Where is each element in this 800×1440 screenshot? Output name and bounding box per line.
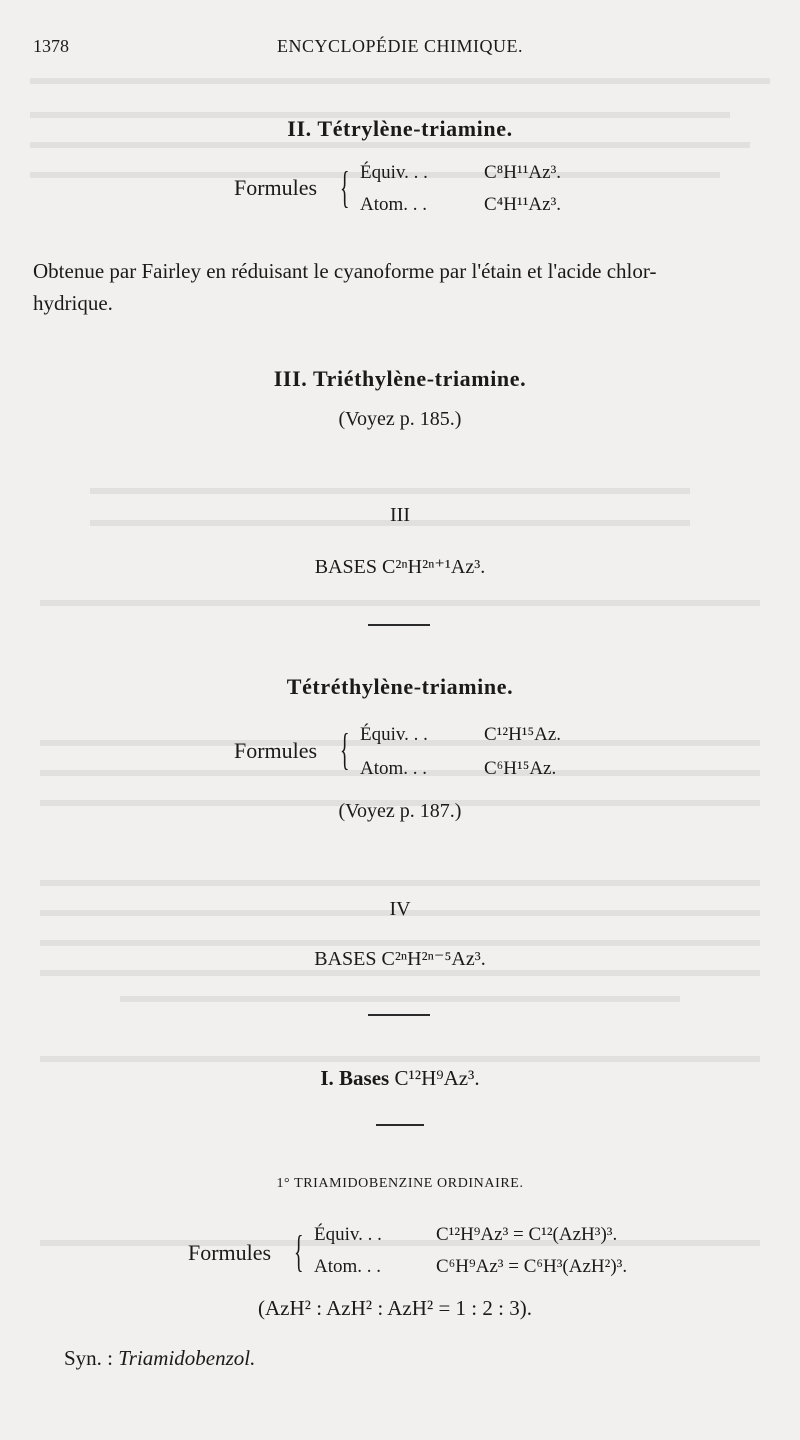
divider: [376, 1124, 424, 1126]
heading-bold-part: I. Bases: [320, 1066, 390, 1090]
atom-label: Atom. . .: [360, 194, 428, 215]
equiv-formula: C¹²H¹⁵Az.: [484, 724, 562, 745]
synonym-line: [64, 1346, 255, 1371]
bases-formula-iii: BASES C²ⁿH²ⁿ⁺¹Az³.: [314, 556, 486, 578]
divider: [368, 1014, 430, 1016]
paragraph-line-2: hydrique.: [33, 291, 113, 315]
paragraph-line-1: Obtenue par Fairley en réduisant le cyanoforme par l'étain et l'acide chlor-: [33, 259, 657, 283]
atom-label: Atom. . .: [360, 758, 428, 779]
equiv-label: Équiv. . .: [314, 1224, 382, 1245]
divider: [368, 624, 430, 626]
atom-formula: C⁶H⁹Az³ = C⁶H³(AzH²)³.: [436, 1256, 628, 1277]
cross-reference: (Voyez p. 185.): [338, 408, 462, 430]
equiv-formula: C¹²H⁹Az³ = C¹²(AzH³)³.: [436, 1224, 618, 1245]
synonym-value: Triamidobenzol.: [118, 1346, 256, 1370]
bases-formula-iv: BASES C²ⁿH²ⁿ⁻⁵Az³.: [314, 948, 486, 970]
section-heading-triethylene: III. Triéthylène-triamine.: [273, 366, 527, 391]
equiv-formula: C⁸H¹¹Az³.: [484, 162, 562, 183]
equiv-label: Équiv. . .: [360, 724, 428, 745]
formules-label: Formules: [234, 175, 318, 200]
formules-label: Formules: [188, 1240, 272, 1265]
ratio-line: (AzH² : AzH² : AzH² = 1 : 2 : 3).: [258, 1296, 532, 1320]
running-title: ENCYCLOPÉDIE CHIMIQUE.: [277, 36, 523, 56]
brace-icon: {: [340, 725, 350, 774]
section-heading-bases: [0, 1066, 800, 1091]
part-numeral-iii: III: [390, 504, 410, 526]
cross-reference: (Voyez p. 187.): [338, 800, 462, 822]
formules-label: Formules: [234, 738, 318, 763]
atom-label: Atom. . .: [314, 1256, 382, 1277]
page-number: 1378: [33, 36, 69, 56]
subheading-triamidobenzine: 1° TRIAMIDOBENZINE ORDINAIRE.: [276, 1176, 524, 1191]
atom-formula: C⁴H¹¹Az³.: [484, 194, 562, 215]
equiv-label: Équiv. . .: [360, 162, 428, 183]
section-heading-tetrylene: II. Tétrylène-triamine.: [287, 116, 513, 141]
synonym-label: Syn. :: [64, 1346, 114, 1370]
part-numeral-iv: IV: [389, 898, 411, 920]
brace-icon: {: [340, 163, 350, 212]
brace-icon: {: [294, 1227, 304, 1276]
heading-formula: C¹²H⁹Az³.: [394, 1066, 480, 1090]
section-heading-tetrethylene: Tétréthylène-triamine.: [286, 674, 514, 699]
atom-formula: C⁶H¹⁵Az.: [484, 758, 557, 779]
